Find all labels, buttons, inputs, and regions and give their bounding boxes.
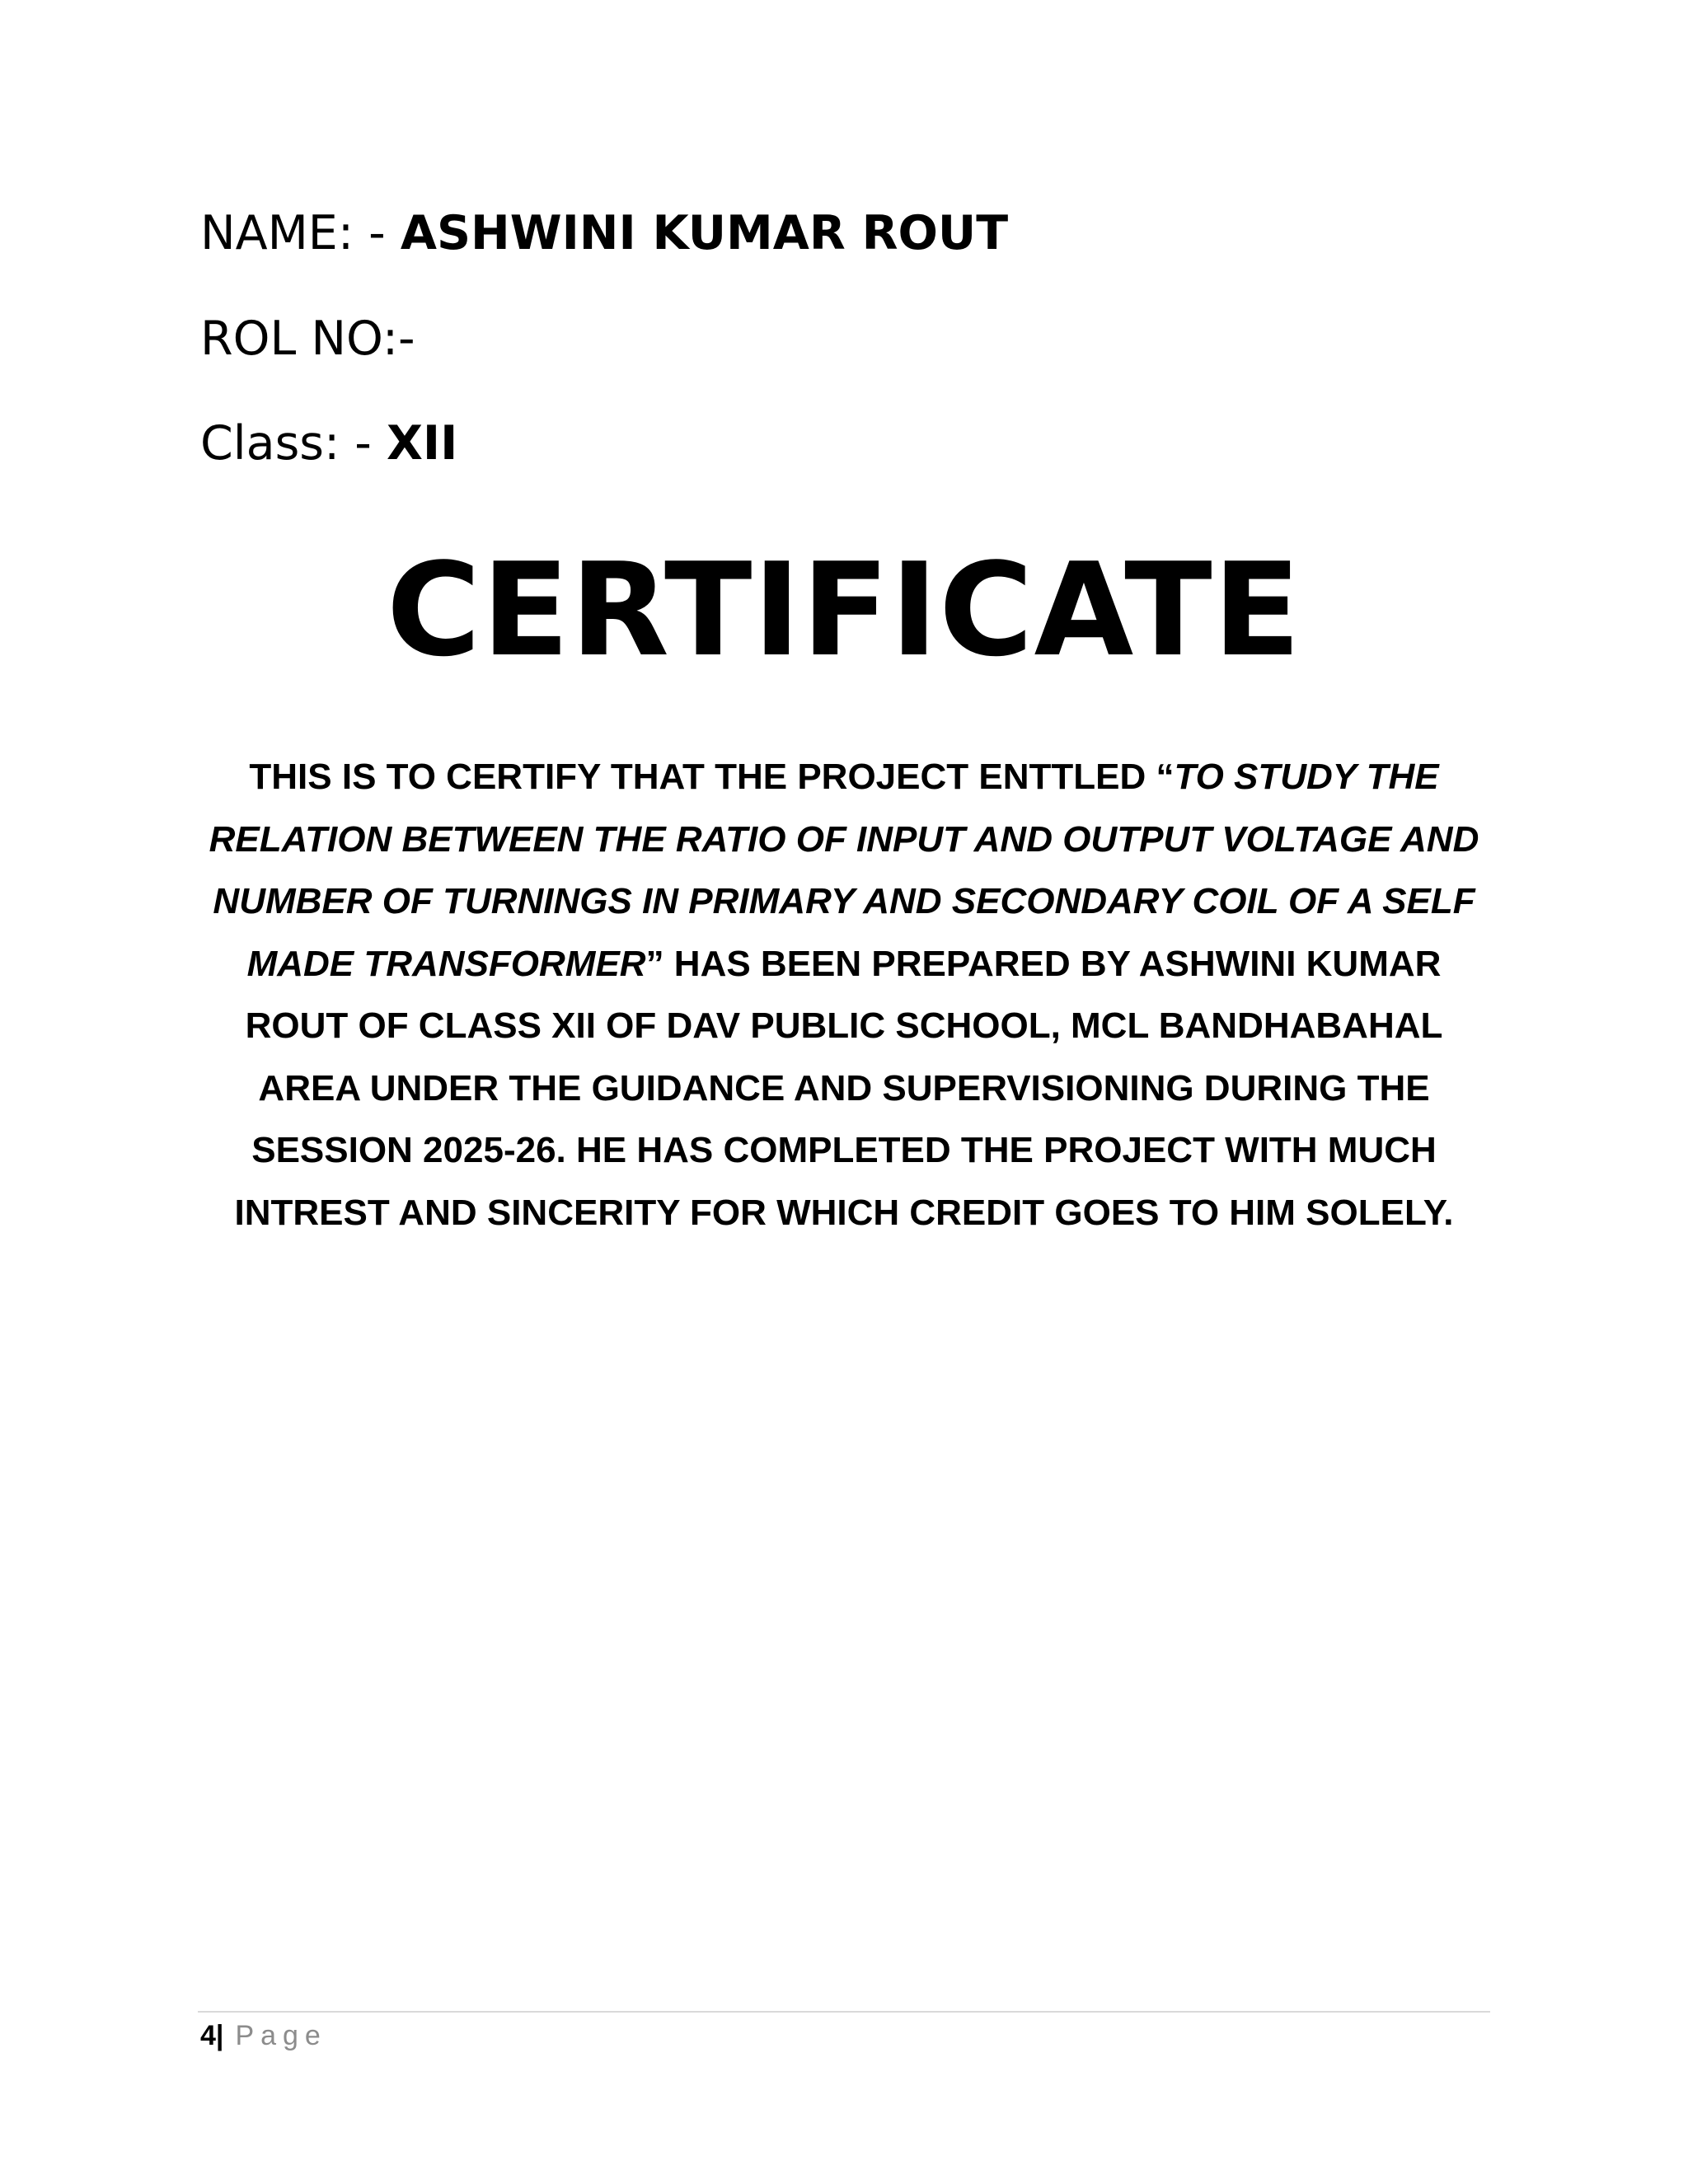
certificate-text-intro: THIS IS TO CERTIFY THAT THE PROJECT ENTTLED “: [249, 757, 1175, 797]
class-field: [200, 415, 457, 472]
roll-number-field: [200, 310, 415, 368]
project-title: TO STUDY THE RELATION BETWEEN THE RATIO OF INPUT AND OUTPUT VOLTAGE AND NUMBER OF TURNINGS IN PRIMARY AND SECONDARY COIL OF A SELF MADE TRANSFORMER: [209, 757, 1479, 984]
page-number: 4: [200, 2020, 216, 2051]
certificate-text-rest: ” HAS BEEN PREPARED BY ASHWINI KUMAR ROUT OF CLASS XII OF DAV PUBLIC SCHOOL, MCL BANDHABAHAL AREA UNDER THE GUIDANCE AND SUPERVISIONING DURING THE SESSION 2025-26. HE HAS COMPLETED THE PROJECT WITH MUCH INTREST AND SINCERITY FOR WHICH CREDIT GOES TO HIM SOLELY.: [234, 943, 1454, 1233]
class-value: XII: [386, 416, 458, 471]
name-field: [200, 204, 1008, 262]
certificate-body: [198, 746, 1490, 1244]
name-label: NAME: -: [200, 206, 401, 260]
certificate-title: CERTIFICATE: [386, 535, 1302, 685]
page-footer: [200, 2018, 327, 2054]
roll-number-label: ROL NO:-: [200, 312, 415, 366]
footer-separator: |: [215, 2020, 224, 2051]
class-label: Class: -: [200, 416, 387, 471]
name-value: ASHWINI KUMAR ROUT: [400, 206, 1009, 260]
footer-divider: [198, 2011, 1490, 2013]
page-label: Page: [235, 2020, 327, 2051]
